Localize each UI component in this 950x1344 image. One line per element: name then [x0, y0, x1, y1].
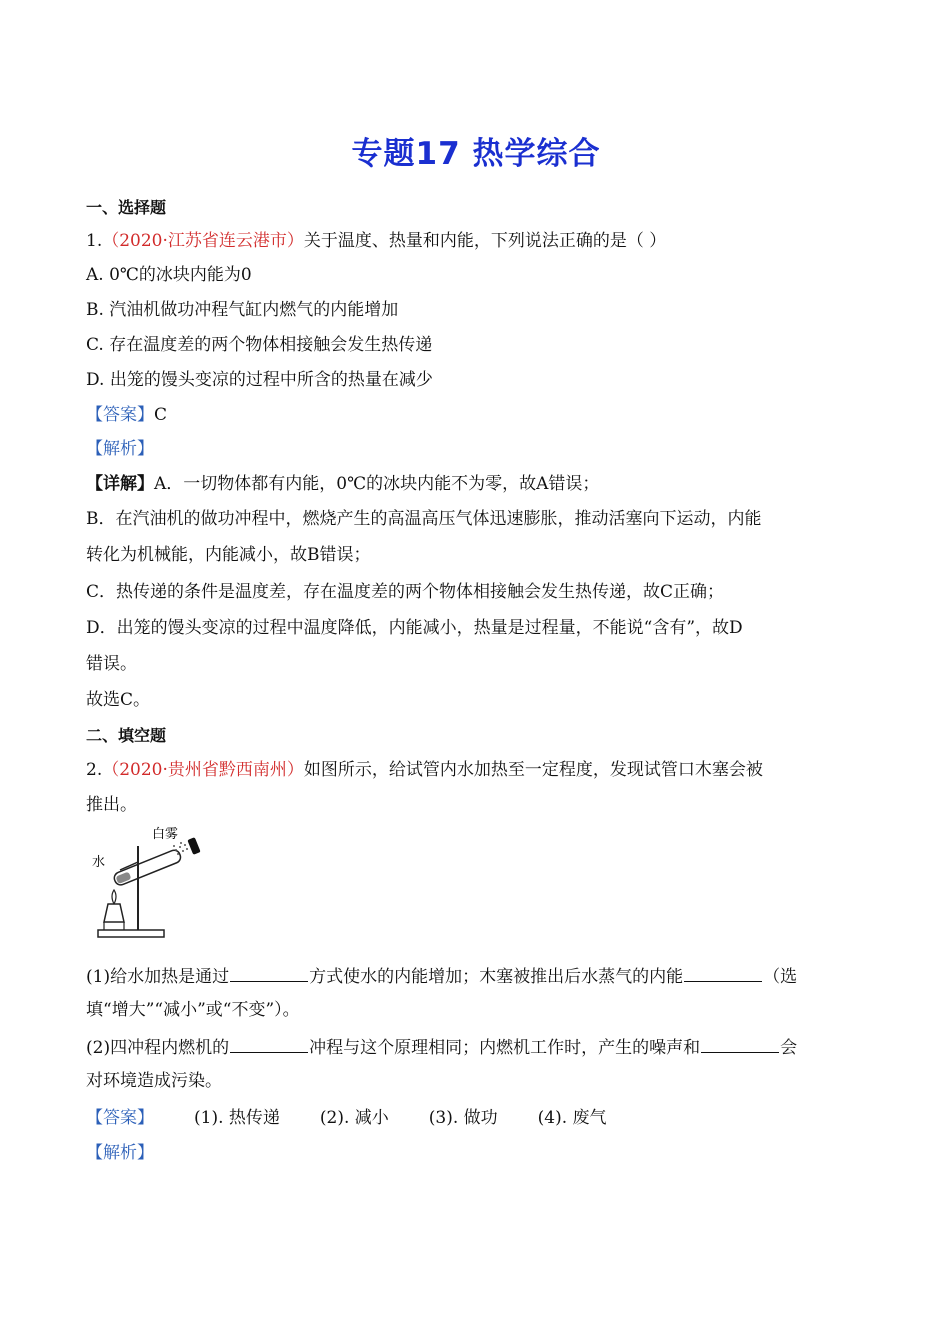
question-source: （2020·江苏省连云港市） — [102, 231, 304, 251]
detail-line: D．出笼的馒头变凉的过程中温度降低，内能减小，热量是过程量，不能说“含有”，故D — [86, 618, 743, 638]
detail-line: 错误。 — [86, 654, 137, 674]
question-number: 1. — [86, 231, 103, 251]
sub2-text-b: 冲程与这个原理相同；内燃机工作时，产生的噪声和 — [309, 1038, 701, 1058]
answer-label: 【答案】 — [86, 405, 154, 425]
option-b: B. 汽油机做功冲程气缸内燃气的内能增加 — [86, 300, 399, 320]
question-number: 2. — [86, 760, 103, 780]
flame — [112, 890, 116, 904]
answer-label: 【答案】 — [86, 1108, 154, 1128]
label-water: 水 — [92, 855, 106, 870]
label-white-fog: 白雾 — [152, 827, 179, 842]
answer-item: (3). 做功 — [428, 1108, 498, 1128]
answer-line — [86, 1106, 607, 1130]
sub2-text-c: 会 — [780, 1038, 798, 1058]
detail-text: A．一切物体都有内能，0℃的冰块内能不为零，故A错误； — [154, 474, 600, 494]
option-c: C. 存在温度差的两个物体相接触会发生热传递 — [86, 335, 433, 355]
answer-blank[interactable] — [230, 963, 308, 982]
detail-line: C．热传递的条件是温度差，存在温度差的两个物体相接触会发生热传递，故C正确； — [86, 582, 725, 602]
sub-question-1-continued: 填“增大”“减小”或“不变”）。 — [86, 1000, 300, 1020]
white-fog — [173, 842, 188, 855]
option-a: A. 0℃的冰块内能为0 — [86, 265, 252, 285]
option-d: D. 出笼的馒头变凉的过程中所含的热量在减少 — [86, 370, 433, 390]
answer-item: (1). 热传递 — [194, 1108, 280, 1128]
stand-base — [98, 930, 164, 937]
question-text: 如图所示，给试管内水加热至一定程度，发现试管口木塞会被 — [303, 760, 763, 780]
detail-line: 故选C。 — [86, 690, 151, 710]
answer-item: (2). 减小 — [319, 1108, 389, 1128]
experiment-figure — [90, 826, 210, 942]
answer-value: C — [154, 405, 168, 425]
sub1-text-c: （选 — [763, 967, 798, 987]
question-2-stem — [86, 758, 763, 782]
test-tube — [113, 848, 183, 886]
analysis-label: 【解析】 — [86, 1143, 154, 1163]
answer-blank[interactable] — [230, 1034, 308, 1053]
answer-blank[interactable] — [684, 963, 762, 982]
cork-stopper — [187, 837, 200, 855]
detail-line: 转化为机械能，内能减小，故B错误； — [86, 545, 371, 565]
alcohol-lamp — [104, 904, 124, 922]
answer-blank[interactable] — [701, 1034, 779, 1053]
sub1-text-b: 方式使水的内能增加；木塞被推出后水蒸气的内能 — [309, 967, 684, 987]
question-text: 关于温度、热量和内能，下列说法正确的是（ ） — [303, 231, 667, 251]
answer-item: (4). 废气 — [537, 1108, 607, 1128]
section-heading-choice: 一、选择题 — [86, 198, 167, 217]
section-heading-fill: 二、填空题 — [86, 726, 167, 745]
detail-label: 【详解】 — [86, 474, 154, 494]
detail-line — [86, 472, 599, 496]
question-text-continued: 推出。 — [86, 795, 137, 815]
sub-question-2-continued: 对环境造成污染。 — [86, 1071, 222, 1091]
question-1-stem — [86, 229, 666, 253]
answer-line — [86, 403, 167, 427]
sub2-text-a: (2)四冲程内燃机的 — [86, 1038, 230, 1058]
sub-question-2 — [86, 1034, 797, 1060]
sub-question-1 — [86, 963, 797, 989]
detail-line: B．在汽油机的做功冲程中，燃烧产生的高温高压气体迅速膨胀，推动活塞向下运动，内能 — [86, 509, 762, 529]
sub1-text-a: (1)给水加热是通过 — [86, 967, 230, 987]
page-title: 专题17 热学综合 — [351, 136, 601, 172]
question-source: （2020·贵州省黔西南州） — [102, 760, 304, 780]
analysis-label: 【解析】 — [86, 439, 154, 459]
